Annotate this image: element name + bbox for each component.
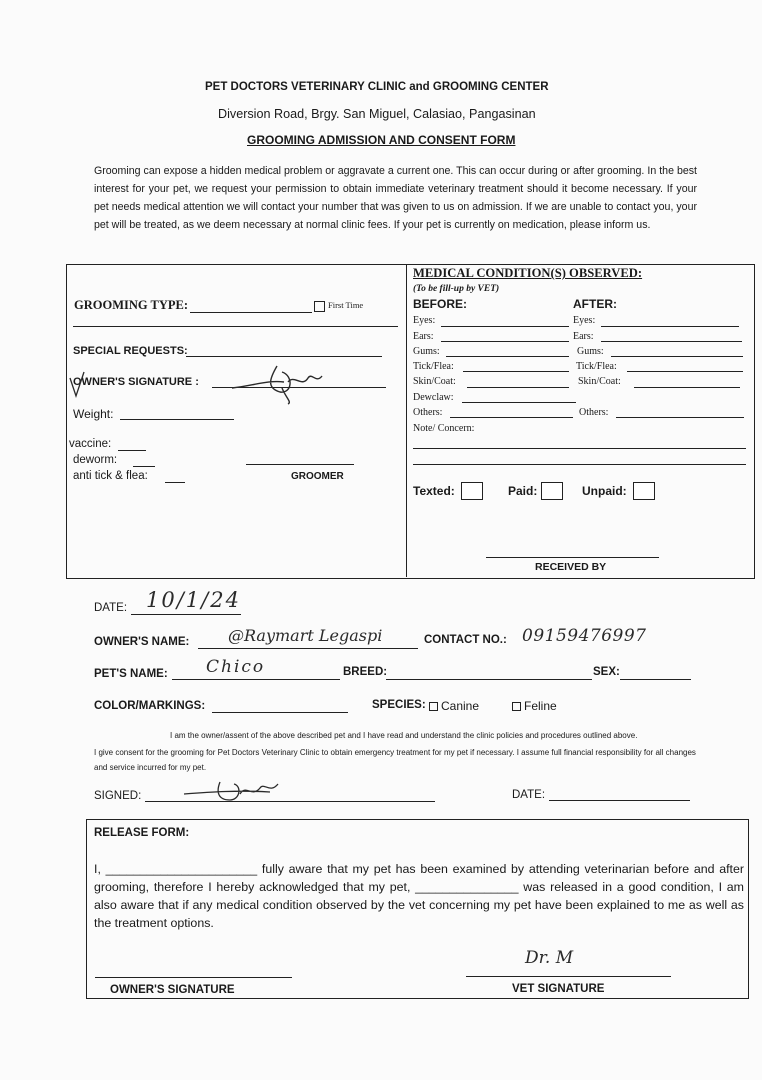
before-others-field[interactable] <box>450 417 573 418</box>
release-owner-signature-line[interactable] <box>95 977 292 978</box>
owner-signature-scribble <box>222 358 332 408</box>
unpaid-label: Unpaid: <box>582 484 627 498</box>
vaccine-field[interactable] <box>118 450 146 451</box>
signed-label: SIGNED: <box>94 790 142 802</box>
before-eyes-label: Eyes: <box>413 315 436 326</box>
special-requests-field[interactable] <box>186 356 382 357</box>
dewclaw-field[interactable] <box>462 402 576 403</box>
before-tick-field[interactable] <box>463 371 569 372</box>
received-by-line[interactable] <box>486 557 659 558</box>
date-field[interactable] <box>131 614 241 615</box>
owner-name-value: @Raymart Legaspi <box>228 626 383 645</box>
species-label: SPECIES: <box>372 699 426 711</box>
medical-subtitle: (To be fill-up by VET) <box>413 284 500 294</box>
after-others-label: Others: <box>579 407 609 418</box>
before-ears-field[interactable] <box>441 341 569 342</box>
consent-date-field[interactable] <box>549 800 690 801</box>
release-text: I, ______________________ fully aware that my pet has been examined by attending veterinarian before and after grooming, therefore I hereby acknowledged that my pet, _______________ was released in a good condition, I am also aware that if any medical condition observed by the vet concerning my pet have been explained to me as well as the treatment options. <box>94 862 744 930</box>
panel-divider <box>406 264 407 577</box>
pet-name-field[interactable] <box>172 679 340 680</box>
deworm-label: deworm: <box>73 454 118 466</box>
dewclaw-label: Dewclaw: <box>413 392 454 403</box>
release-vet-signature-line[interactable] <box>466 976 671 977</box>
canine-label: Canine <box>441 699 480 713</box>
after-heading: AFTER: <box>573 297 617 311</box>
weight-label: Weight: <box>73 407 114 421</box>
consent-line-1: I am the owner/assent of the above described pet and I have read and understand the clinic policies and procedures outlined above. <box>170 731 638 740</box>
texted-label: Texted: <box>413 484 455 498</box>
species-feline-option[interactable] <box>512 699 557 713</box>
grooming-type-field[interactable] <box>190 312 312 313</box>
date-value: 10/1/24 <box>146 588 241 612</box>
after-eyes-field[interactable] <box>601 326 739 327</box>
owner-signature-label: OWNER'S SIGNATURE : <box>73 376 199 388</box>
form-title: GROOMING ADMISSION AND CONSENT FORM <box>247 133 516 147</box>
anti-tick-field[interactable] <box>165 482 185 483</box>
note-field-2[interactable] <box>413 464 746 465</box>
consent-line-2: I give consent for the grooming for Pet Doctors Veterinary Clinic to obtain emergency treatment for my pet if necessary. I assume full financial responsibility for all changes and service incurred for my pet. <box>94 748 696 772</box>
after-eyes-label: Eyes: <box>573 315 596 326</box>
sex-label: SEX: <box>593 666 620 678</box>
release-owner-signature-label: OWNER'S SIGNATURE <box>110 984 235 996</box>
vaccine-label: vaccine: <box>69 438 112 450</box>
note-field-1[interactable] <box>413 448 746 449</box>
before-eyes-field[interactable] <box>441 326 569 327</box>
date-label: DATE: <box>94 602 128 614</box>
release-vet-signature-label: VET SIGNATURE <box>512 983 605 995</box>
after-others-field[interactable] <box>616 417 744 418</box>
owner-name-field[interactable] <box>198 648 418 649</box>
unpaid-checkbox[interactable] <box>633 482 655 500</box>
signed-scribble <box>180 774 290 808</box>
consent-date-label: DATE: <box>512 789 546 801</box>
contact-value: 09159476997 <box>522 626 647 646</box>
note-label: Note/ Concern: <box>413 423 475 434</box>
before-ears-label: Ears: <box>413 331 434 342</box>
signature-check-mark <box>68 370 88 400</box>
after-tick-label: Tick/Flea: <box>576 361 617 372</box>
groomer-signature-line[interactable] <box>246 464 354 465</box>
color-markings-field[interactable] <box>212 712 348 713</box>
deworm-field[interactable] <box>133 466 155 467</box>
before-skin-field[interactable] <box>467 387 569 388</box>
groomer-label: GROOMER <box>291 471 344 482</box>
anti-tick-label: anti tick & flea: <box>73 470 148 482</box>
paid-label: Paid: <box>508 484 538 498</box>
after-gums-label: Gums: <box>577 346 604 357</box>
texted-checkbox[interactable] <box>461 482 483 500</box>
first-time-option[interactable] <box>314 300 363 312</box>
after-gums-field[interactable] <box>611 356 743 357</box>
grooming-type-field-2[interactable] <box>73 326 398 327</box>
clinic-name: PET DOCTORS VETERINARY CLINIC and GROOMING CENTER <box>205 81 549 93</box>
feline-checkbox[interactable] <box>512 702 521 711</box>
intro-paragraph: Grooming can expose a hidden medical problem or aggravate a current one. This can occur during or after grooming. In the best interest for your pet, we request your permission to obtain immediate veterinary treatment should it become necessary. If your pet needs medical attention we will contact your number that was given to us on admission. If we are unable to contact you, your pet will be treated, as we deem necessary at normal clinic fees. If your pet is currently on medication, please inform us. <box>94 165 697 232</box>
after-tick-field[interactable] <box>627 371 743 372</box>
before-tick-label: Tick/Flea: <box>413 361 454 372</box>
pet-name-label: PET'S NAME: <box>94 668 168 680</box>
clinic-address: Diversion Road, Brgy. San Miguel, Calasiao, Pangasinan <box>218 107 536 121</box>
species-canine-option[interactable] <box>429 699 479 713</box>
feline-label: Feline <box>524 699 557 713</box>
contact-label: CONTACT NO.: <box>424 634 507 646</box>
after-ears-field[interactable] <box>601 341 742 342</box>
pet-name-value: Chico <box>206 657 266 677</box>
vet-initials: Dr. M <box>525 948 574 968</box>
grooming-type-label: GROOMING TYPE: <box>74 298 189 312</box>
breed-field[interactable] <box>386 679 592 680</box>
sex-field[interactable] <box>620 679 691 680</box>
color-markings-label: COLOR/MARKINGS: <box>94 700 206 712</box>
canine-checkbox[interactable] <box>429 702 438 711</box>
first-time-label: First Time <box>328 300 364 310</box>
before-skin-label: Skin/Coat: <box>413 376 456 387</box>
medical-title: MEDICAL CONDITION(S) OBSERVED: <box>413 266 643 280</box>
paid-checkbox[interactable] <box>541 482 563 500</box>
after-skin-label: Skin/Coat: <box>578 376 621 387</box>
after-skin-field[interactable] <box>634 387 740 388</box>
owner-name-label: OWNER'S NAME: <box>94 636 190 648</box>
special-requests-label: SPECIAL REQUESTS: <box>73 345 188 357</box>
breed-label: BREED: <box>343 666 388 678</box>
before-heading: BEFORE: <box>413 297 467 311</box>
release-title: RELEASE FORM: <box>94 827 190 839</box>
before-others-label: Others: <box>413 407 443 418</box>
received-by-label: RECEIVED BY <box>535 561 607 573</box>
first-time-checkbox[interactable] <box>314 301 325 312</box>
before-gums-field[interactable] <box>446 356 569 357</box>
before-gums-label: Gums: <box>413 346 440 357</box>
weight-field[interactable] <box>120 419 234 420</box>
after-ears-label: Ears: <box>573 331 594 342</box>
